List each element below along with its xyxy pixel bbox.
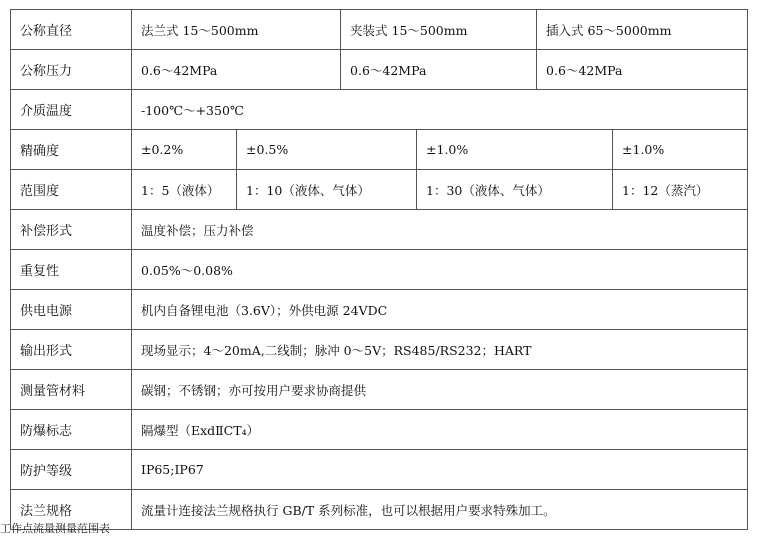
table-row-explosion-proof [11,410,748,450]
table-row-power-supply [11,290,748,330]
table-row-output [11,330,748,370]
table-cell: 0.6～42MPa [132,50,341,90]
row-label: 精确度 [11,130,132,170]
table-cell: ±1.0% [417,130,613,170]
row-label: 公称直径 [11,10,132,50]
table-footnote: 工作点流量测量范围表 [0,522,110,535]
table-cell: 0.05%～0.08% [132,250,748,290]
table-row-protection-grade [11,450,748,490]
table-cell: -100℃～+350℃ [132,90,748,130]
table-row-repeatability [11,250,748,290]
row-label: 范围度 [11,170,132,210]
table-row-medium-temperature [11,90,748,130]
table-cell: 插入式 65～5000mm [537,10,748,50]
row-label: 补偿形式 [11,210,132,250]
table-cell: ±0.5% [237,130,417,170]
table-cell: 流量计连接法兰规格执行 GB/T 系列标准，也可以根据用户要求特殊加工。 [132,490,748,530]
table-cell: ±1.0% [613,130,748,170]
table-row-nominal-pressure [11,50,748,90]
table-cell: 现场显示；4～20mA,二线制；脉冲 0～5V；RS485/RS232；HART [132,330,748,370]
table-cell: 隔爆型（ExdⅡCT₄） [132,410,748,450]
row-label: 供电电源 [11,290,132,330]
table-row-nominal-diameter [11,10,748,50]
row-label: 输出形式 [11,330,132,370]
table-row-tube-material [11,370,748,410]
table-cell: 法兰式 15～500mm [132,10,341,50]
table-row-range-ratio [11,170,748,210]
table-cell: IP65;IP67 [132,450,748,490]
table-cell: 碳钢；不锈钢；亦可按用户要求协商提供 [132,370,748,410]
table-cell: 0.6～42MPa [341,50,537,90]
row-label: 测量管材料 [11,370,132,410]
row-label: 法兰规格 [11,490,132,530]
row-label: 重复性 [11,250,132,290]
row-label: 公称压力 [11,50,132,90]
table-cell: 1：12（蒸汽） [613,170,748,210]
table-cell: 0.6～42MPa [537,50,748,90]
row-label: 防护等级 [11,450,132,490]
table-cell: 机内自备锂电池（3.6V）；外供电源 24VDC [132,290,748,330]
table-cell: 1：10（液体、气体） [237,170,417,210]
table-cell: 1：30（液体、气体） [417,170,613,210]
row-label: 介质温度 [11,90,132,130]
table-cell: 温度补偿；压力补偿 [132,210,748,250]
row-label: 防爆标志 [11,410,132,450]
table-cell: 1：5（液体） [132,170,237,210]
table-row-compensation [11,210,748,250]
table-cell: 夹装式 15～500mm [341,10,537,50]
spec-table [10,9,748,530]
table-row-flange-spec [11,490,748,530]
table-cell: ±0.2% [132,130,237,170]
table-row-accuracy [11,130,748,170]
